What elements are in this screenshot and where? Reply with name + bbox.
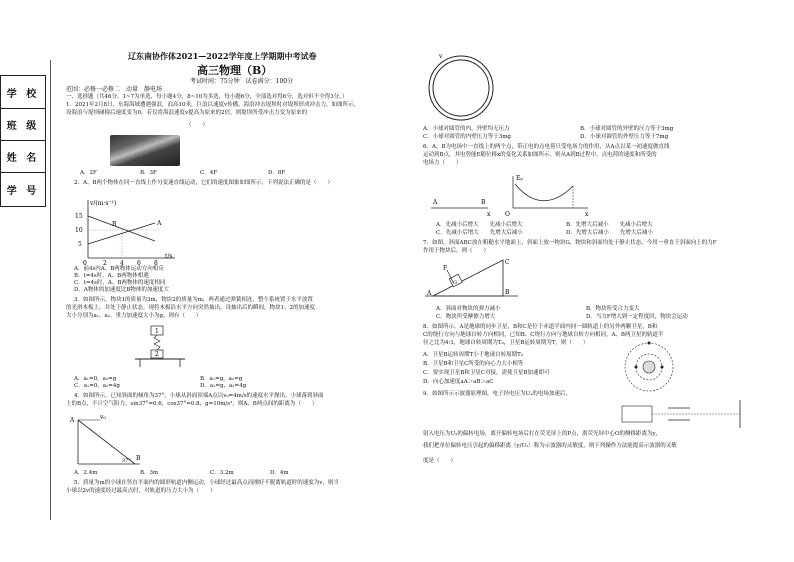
ytick-5: 5 bbox=[78, 241, 82, 248]
q8-option-c[interactable]: C．要实现卫星B和卫星C对接，需使卫星B加速即可 bbox=[423, 370, 550, 376]
q7-option-d[interactable]: D．当力F增大到一定程度时，物块会运动 bbox=[586, 314, 688, 320]
q5-option-a[interactable]: A．小球对圆管的内、外壁均无压力 bbox=[423, 126, 510, 132]
oscilloscope-figure bbox=[620, 398, 760, 430]
q3-option-c[interactable]: C．a₁=0，a₂=4g bbox=[74, 383, 120, 389]
ep-curve bbox=[515, 184, 573, 201]
question-8-text: 8．如图所示，A是地球的同步卫星，B和C是位于赤道平面内同一圆轨道上的另外两颗卫星，B和 bbox=[423, 324, 658, 330]
earth bbox=[643, 361, 655, 373]
point-c: C bbox=[505, 259, 510, 266]
question-4-text-2: 上的B点，不计空气阻力，sin37°=0.6，cos37°=0.8，g=10m/s²，则A、B两点间的距离为（ ） bbox=[66, 401, 318, 407]
ep-label: Eₚ bbox=[516, 175, 523, 182]
q3-option-b[interactable]: B．a₁=g，a₂=g bbox=[200, 376, 243, 382]
block-label: G bbox=[453, 280, 457, 286]
x-label-1: x bbox=[487, 211, 491, 218]
q7-option-b[interactable]: B．物块所受合力变大 bbox=[586, 306, 640, 312]
q8-option-d[interactable]: D．向心加速度aA＞aB＞aC bbox=[423, 379, 494, 385]
q6-option-b[interactable]: B．先增大后减小 先减小后增大 bbox=[566, 222, 653, 228]
question-3-text-3: 大小分别为a₁、a₂。重力加速度大小为g。则有（ ） bbox=[66, 313, 202, 319]
satellite-a bbox=[648, 342, 651, 345]
q6-option-d[interactable]: D．先增大后减小 先增大后减小 bbox=[566, 230, 653, 236]
satellite-c bbox=[661, 366, 664, 369]
origin-label: O bbox=[505, 211, 510, 218]
force-label: F bbox=[443, 265, 448, 272]
tube-inner bbox=[433, 60, 489, 116]
question-6-text-3: 电场力（ ） bbox=[423, 160, 462, 166]
question-8-text-2: C的绕行方向与地球自转方向相同，已知B、C绕行方向与地球自转方向相同，A、B两卫星的轨道半 bbox=[423, 332, 664, 338]
point-b: B bbox=[505, 289, 510, 296]
angle-label: 37° bbox=[122, 458, 131, 464]
q1-option-c[interactable]: C．4F bbox=[200, 170, 218, 176]
question-7-text-2: 作用于物块后，则（ ） bbox=[423, 248, 490, 254]
question-9-text-2: 射入电压为U₂的偏转电场，离开偏转电场后打在荧光屏上的P点，离荧光屏中心O的侧移距离为y， bbox=[423, 431, 662, 437]
spring bbox=[154, 335, 160, 350]
page-title: 高三物理（B） bbox=[197, 64, 273, 77]
ytick-15: 15 bbox=[75, 213, 83, 220]
point-a: A bbox=[427, 290, 432, 297]
tube-outer bbox=[429, 56, 493, 120]
label-a: A bbox=[157, 220, 162, 227]
block-2-label: 2 bbox=[155, 351, 159, 358]
block-1-label: 1 bbox=[155, 328, 159, 335]
q8-option-b[interactable]: B．卫星B和卫星C所受的向心力大小相等 bbox=[423, 361, 524, 367]
spring-blocks-figure bbox=[130, 324, 190, 369]
xtick-8: 8 bbox=[154, 260, 158, 266]
point-b: B bbox=[136, 455, 141, 462]
q3-option-a[interactable]: A．a₁=0，a₂=g bbox=[74, 376, 117, 382]
xtick-6: 6 bbox=[137, 260, 141, 266]
q8-option-a[interactable]: A．卫星B运转周期T小于地球自转周期T₀ bbox=[423, 352, 524, 358]
student-info-box bbox=[0, 75, 46, 207]
line-a bbox=[88, 223, 155, 244]
xtick-4: 4 bbox=[120, 260, 124, 266]
question-3-text: 3．如图所示，物块1的质量为3m，物块2的质量为m，两者通过弹簧相连，整个系统置于水平放置 bbox=[74, 297, 313, 303]
velocity-time-graph bbox=[70, 196, 180, 266]
satellite-b bbox=[635, 366, 638, 369]
potential-energy-figure bbox=[423, 172, 623, 222]
projectile-incline-figure bbox=[70, 412, 150, 468]
question-9-text-3: 我们把单位偏转电压引起的偏移距离（y/U₂）称为示波器的灵敏度，则下列操作方法能提高示波器的灵敏 bbox=[423, 443, 677, 449]
binding-line bbox=[50, 60, 51, 520]
q1-option-d[interactable]: D．8F bbox=[268, 170, 286, 176]
circular-tube-figure bbox=[425, 50, 500, 125]
question-3-text-2: 的光滑木板上，并处于静止状态。现将木板沿水平方向突然抽出，设抽出后的瞬间，物块1、2的加速度 bbox=[66, 305, 316, 311]
ocean-wave-photo bbox=[110, 135, 180, 166]
q6-option-a[interactable]: A．先减小后增大 先减小后增大 bbox=[436, 222, 523, 228]
question-1-text: 1．2021年2月8日，东海海域遭遇强浪，浪高10米，巨浪以速度v传播，海浪冲击堤坝时对堤坝形成冲击力。如图所示， bbox=[66, 102, 360, 108]
question-4-text: 4．如图所示，已知斜面的倾角为37°，小球从斜面顶端A点以v₀=4m/s的速度水平抛出，小球落到斜面 bbox=[74, 393, 324, 399]
q2-option-a[interactable]: A．前4s内A、B两物体运动方向相反 bbox=[74, 266, 164, 272]
q2-option-b[interactable]: B．t=4s时，A、B两物体相遇 bbox=[74, 273, 149, 279]
satellite-orbit-figure bbox=[622, 340, 676, 394]
question-9-text-4: 度是（ ） bbox=[423, 458, 457, 464]
question-1-answer-blank: （ ） bbox=[186, 122, 209, 128]
q7-option-a[interactable]: A．斜面对物块的弹力减小 bbox=[436, 306, 501, 312]
question-2-text: 2．A、B两个物体在同一直线上作匀变速直线运动，它们的速度图象如图所示，下列说法正确的是（ ） bbox=[74, 180, 334, 186]
question-5-text: 5．质量为m的小球在竖直平面内的圆形轨道内侧运动，小球经过最高点而刚好不脱离轨道时的速度为v，则当 bbox=[74, 480, 339, 486]
q1-option-a[interactable]: A．2F bbox=[80, 170, 97, 176]
point-b: B bbox=[481, 199, 486, 206]
q7-option-c[interactable]: C．物块所受摩擦力增大 bbox=[436, 314, 496, 320]
xtick-0: 0 bbox=[83, 260, 87, 266]
student-id-field[interactable]: 学 号 bbox=[6, 185, 40, 197]
xtick-2: 2 bbox=[103, 260, 107, 266]
point-a: A bbox=[70, 417, 75, 424]
question-6-text-2: 运动到B点，其电势能E随位移x的变化关系如图所示。则从A到B过程中，点电荷的速度和所受的 bbox=[423, 152, 657, 158]
question-5-text-2: 小球以2v的速度经过最高点时，对轨道的压力大小为（ ） bbox=[66, 488, 216, 494]
school-field[interactable]: 学 校 bbox=[1, 76, 45, 109]
q4-option-b[interactable]: B．3m bbox=[140, 470, 159, 476]
q5-option-c[interactable]: C．小球对圆管的内壁压力等于3mg bbox=[423, 134, 511, 140]
q3-option-d[interactable]: D．a₁=g，a₂=4g bbox=[200, 383, 247, 389]
x-label-2: x bbox=[585, 211, 589, 218]
name-field[interactable]: 姓 名 bbox=[1, 140, 45, 173]
class-field[interactable]: 班 级 bbox=[1, 108, 45, 141]
question-8-text-3: 径之比为4:1，地球自转周期为T₀，卫星B运转周期为T，则（ ） bbox=[423, 340, 589, 346]
label-b: B bbox=[112, 221, 117, 228]
exam-scope: 范围：必修一必修二 动量 静电场 bbox=[66, 86, 163, 93]
q4-option-a[interactable]: A．2.4m bbox=[74, 470, 98, 476]
q4-option-c[interactable]: C．3.2m bbox=[210, 470, 234, 476]
q2-option-d[interactable]: D．A物体的加速度比B物体的加速度大 bbox=[74, 287, 169, 293]
accelerator bbox=[622, 406, 652, 422]
school-header: 辽东南协作体2021—2022学年度上学期期中考试卷 bbox=[128, 51, 317, 61]
exam-meta: 考试时间：75分钟 试卷满分：100分 bbox=[190, 78, 294, 85]
v0-label: v₀ bbox=[100, 414, 106, 421]
section-heading: 一、选择题（共46分，1~7为单选，每小题4分，8~10为多选，每小题6分，全部选对得6分，选对但不全得3分。） bbox=[66, 94, 348, 100]
incline-block-figure bbox=[423, 256, 523, 302]
question-6-text: 6．A、B为电场中一直线上的两个点，带正电的点电荷只受电场力的作用，从A点以某一初速度做直线 bbox=[423, 144, 670, 150]
q5-option-b[interactable]: B．小球对圆管的外壁的压力等于3mg bbox=[580, 126, 674, 132]
ytick-10: 10 bbox=[75, 227, 83, 234]
point-a: A bbox=[433, 199, 438, 206]
q1-option-b[interactable]: B．3F bbox=[140, 170, 157, 176]
graph-xlabel: t/s bbox=[165, 253, 173, 260]
q4-option-d[interactable]: D．4m bbox=[270, 470, 289, 476]
question-9-text: 9．如图所示示波器原理图，电子经电压为U₁的电场加速后， bbox=[423, 391, 571, 397]
line-b bbox=[88, 216, 155, 241]
graph-ylabel: v/(m·s⁻¹) bbox=[90, 200, 117, 207]
question-1-text-2: 设海浪与堤坝碰撞后速度变为0，若仅将海浪速度v提高为原来的2倍，则堤坝所受冲击力变为原来的 bbox=[66, 110, 308, 116]
q6-option-c[interactable]: C．先减小后增大 先增大后减小 bbox=[436, 230, 523, 236]
velocity-label: v bbox=[439, 53, 443, 60]
q2-option-c[interactable]: C．t=4s时，A、B两物体的速度相同 bbox=[74, 280, 166, 286]
question-7-text: 7．如图，斜面ABC放在粗糙水平地面上，斜面上放一物块G，物块和斜面均处于静止状态，今用一垂直于斜面向上的力F bbox=[423, 240, 717, 246]
q5-option-d[interactable]: D．小球对圆管的外壁压力等于7mg bbox=[580, 134, 669, 140]
